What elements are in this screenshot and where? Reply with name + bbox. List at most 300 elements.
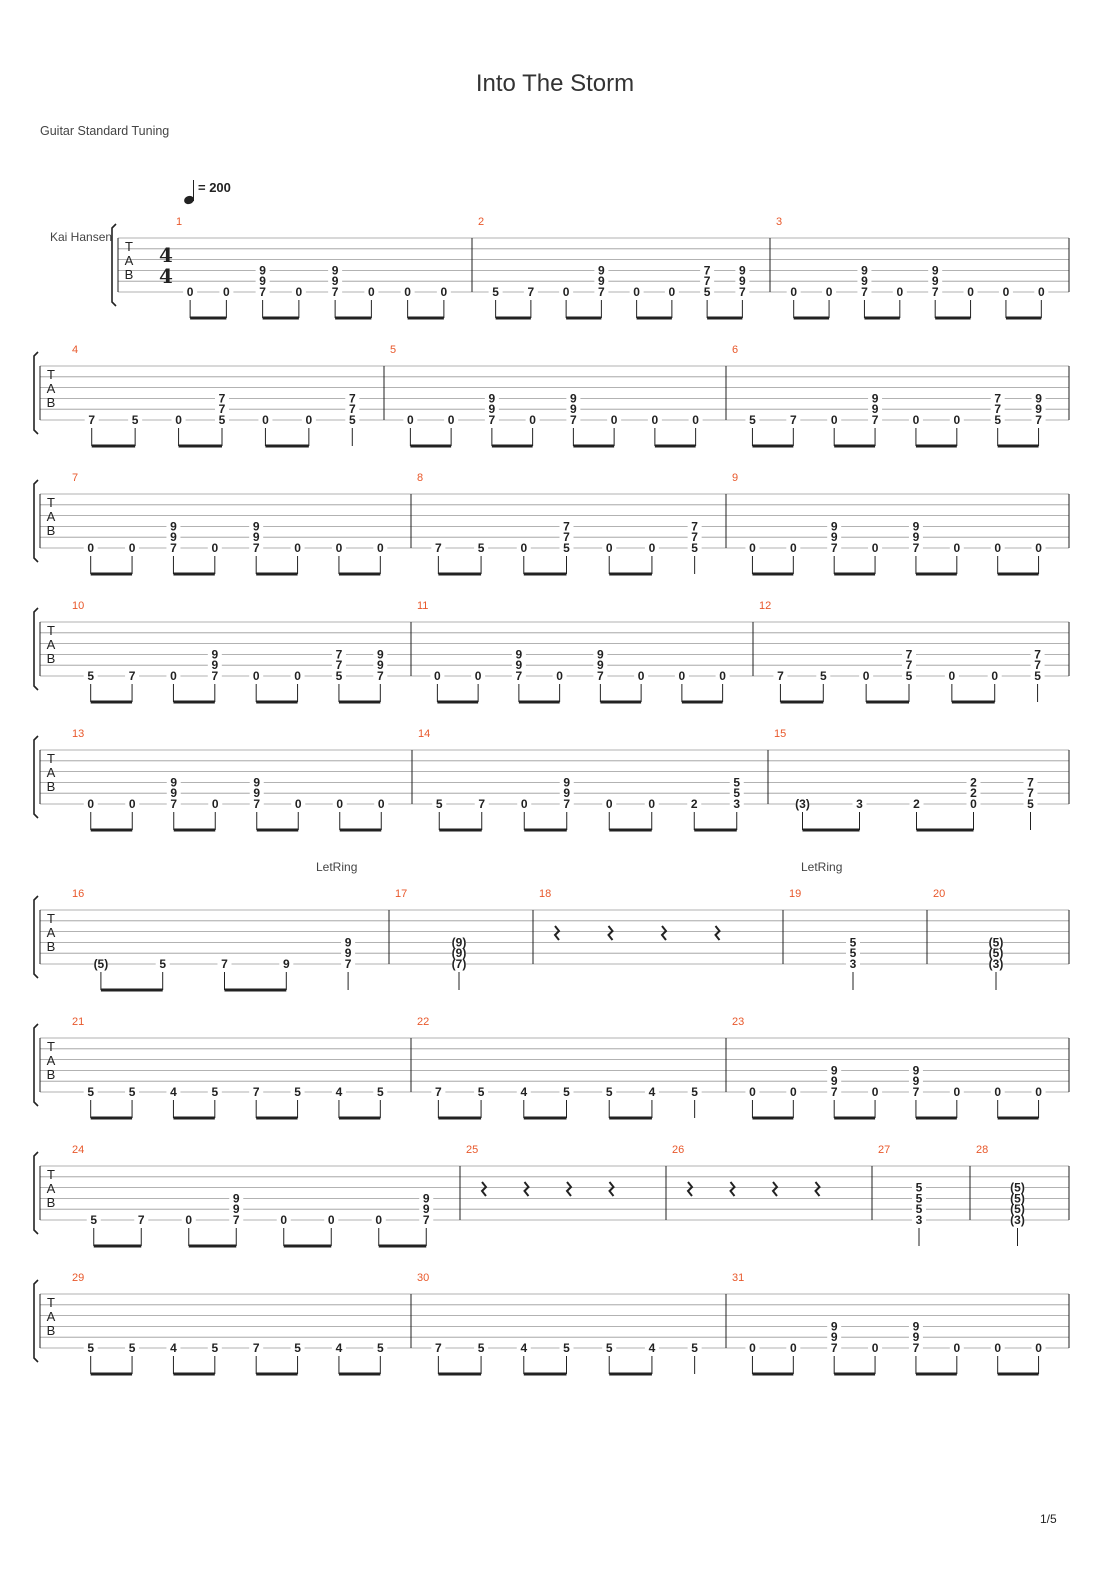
- fret-number: 9: [570, 391, 577, 406]
- fret-number: 5: [477, 1085, 485, 1099]
- fret-number: 9: [488, 391, 496, 406]
- fret-number: 9: [259, 274, 266, 289]
- fret-number: 2: [970, 775, 977, 790]
- fret-number: 9: [259, 263, 266, 278]
- fret-number: 7: [830, 1341, 838, 1355]
- fret-number: 7: [170, 797, 178, 811]
- tab-clef-letter: A: [46, 509, 56, 524]
- fret-number: 5: [131, 413, 139, 427]
- fret-number: 9: [331, 263, 339, 278]
- fret-number: 5: [159, 957, 167, 971]
- fret-number: 9: [515, 658, 523, 673]
- quarter-rest-icon: [525, 1182, 529, 1196]
- quarter-rest-icon: [482, 1182, 486, 1196]
- fret-number: 9: [912, 519, 920, 534]
- fret-number: 0: [678, 669, 686, 683]
- fret-number: 7: [830, 1085, 838, 1099]
- fret-number: 0: [404, 285, 411, 299]
- measure-number: 22: [417, 1016, 430, 1028]
- fret-number: 9: [739, 263, 746, 278]
- fret-number: 7: [348, 391, 356, 406]
- measure-number: 25: [466, 1144, 479, 1156]
- fret-number: 0: [1035, 541, 1042, 555]
- tab-system: [112, 224, 1069, 318]
- fret-number: 0: [185, 1213, 193, 1227]
- fret-number: 9: [871, 391, 879, 406]
- fret-number: 9: [170, 530, 177, 545]
- fret-number: 7: [488, 413, 496, 427]
- fret-number: 7: [563, 797, 571, 811]
- fret-number: 9: [563, 786, 571, 801]
- fret-number: 7: [912, 1085, 920, 1099]
- fret-number: 9: [598, 263, 605, 278]
- fret-number: 9: [252, 530, 260, 545]
- fret-number: 7: [1034, 647, 1041, 662]
- fret-number: 0: [651, 413, 659, 427]
- fret-number: 0: [375, 1213, 383, 1227]
- fret-number: 0: [407, 413, 414, 427]
- fret-number: 0: [871, 1341, 879, 1355]
- tab-clef-letter: A: [46, 765, 56, 780]
- fret-number: 7: [435, 1085, 442, 1099]
- fret-number: 5: [749, 413, 756, 427]
- system-bracket: [34, 1280, 38, 1362]
- measure-number: 23: [732, 1016, 745, 1028]
- fret-number: 7: [344, 957, 352, 971]
- fret-number: 4: [170, 1085, 177, 1099]
- measure-number: 2: [478, 216, 485, 228]
- tab-clef-letter: T: [47, 1167, 55, 1182]
- fret-number: 9: [739, 274, 746, 289]
- measure-number: 4: [72, 344, 79, 356]
- fret-number: 5: [335, 669, 343, 683]
- fret-number: 9: [253, 775, 261, 790]
- tab-clef-letter: A: [124, 253, 134, 268]
- fret-number: 7: [1034, 658, 1041, 673]
- fret-number: 5: [128, 1341, 136, 1355]
- fret-number: 5: [1027, 797, 1034, 811]
- fret-number: 7: [1027, 786, 1034, 801]
- fret-number: 7: [691, 519, 698, 534]
- fret-number: 5: [733, 786, 741, 801]
- fret-number: 0: [610, 413, 618, 427]
- fret-number: 0: [692, 413, 699, 427]
- fret-number: (5): [1010, 1180, 1025, 1195]
- fret-number: 0: [211, 797, 219, 811]
- fret-number: 0: [87, 797, 95, 811]
- fret-number: 9: [331, 274, 339, 289]
- fret-number: 7: [871, 413, 879, 427]
- fret-number: 7: [994, 391, 1002, 406]
- fret-number: 0: [991, 669, 999, 683]
- tab-clef-letter: B: [46, 395, 56, 410]
- measure-number: 31: [732, 1272, 745, 1284]
- tuning-label: Guitar Standard Tuning: [40, 124, 170, 138]
- measure-number: 12: [759, 600, 772, 612]
- fret-number: 7: [252, 1085, 260, 1099]
- fret-number: 9: [830, 1063, 838, 1078]
- fret-number: 0: [294, 797, 302, 811]
- fret-number: 5: [294, 1085, 301, 1099]
- measure-number: 6: [732, 344, 739, 356]
- system-bracket: [34, 1024, 38, 1106]
- fret-number: 7: [597, 669, 604, 683]
- fret-number: 9: [563, 775, 571, 790]
- fret-number: 7: [478, 797, 486, 811]
- fret-number: 9: [1035, 391, 1042, 406]
- measure-number: 5: [390, 344, 397, 356]
- fret-number: 9: [282, 957, 290, 971]
- fret-number: 0: [368, 285, 375, 299]
- fret-number: 7: [563, 519, 570, 534]
- tab-clef-letter: B: [46, 779, 56, 794]
- fret-number: 0: [994, 1341, 1002, 1355]
- fret-number: 5: [477, 541, 485, 555]
- fret-number: 0: [1002, 285, 1010, 299]
- fret-number: 0: [789, 541, 797, 555]
- fret-number: 0: [948, 669, 956, 683]
- quarter-rest-icon: [662, 926, 666, 940]
- let-ring-annotation: LetRing: [316, 860, 358, 874]
- tab-clef-letter: B: [46, 651, 56, 666]
- fret-number: 0: [128, 797, 136, 811]
- fret-number: 9: [232, 1191, 240, 1206]
- fret-number: 7: [259, 285, 266, 299]
- fret-number: 0: [953, 1085, 961, 1099]
- measure-number: 10: [72, 600, 85, 612]
- fret-number: 7: [515, 669, 523, 683]
- fret-number: 9: [1035, 402, 1042, 417]
- fret-number: 9: [211, 647, 219, 662]
- fret-number: 0: [871, 541, 879, 555]
- fret-number: 9: [211, 658, 219, 673]
- fret-number: 3: [733, 797, 741, 811]
- tab-system: [34, 352, 1069, 446]
- fret-number: 7: [861, 285, 868, 299]
- fret-number: 9: [252, 519, 260, 534]
- fret-number: 7: [1035, 413, 1042, 427]
- fret-number: 5: [87, 1085, 95, 1099]
- tab-clef-letter: T: [47, 1295, 55, 1310]
- fret-number: 9: [912, 1319, 920, 1334]
- fret-number: 5: [994, 413, 1002, 427]
- fret-number: 5: [435, 797, 443, 811]
- fret-number: 5: [915, 1180, 923, 1195]
- fret-number: 9: [422, 1202, 430, 1217]
- fret-number: 5: [819, 669, 827, 683]
- fret-number: 9: [253, 786, 261, 801]
- fret-number: 0: [790, 285, 798, 299]
- fret-number: 7: [335, 647, 343, 662]
- fret-number: 7: [703, 263, 711, 278]
- fret-number: 9: [170, 775, 178, 790]
- tab-clef-letter: B: [46, 1195, 56, 1210]
- time-signature-top: 4: [159, 243, 173, 267]
- fret-number: 9: [912, 530, 920, 545]
- fret-number: 9: [488, 402, 496, 417]
- fret-number: 7: [563, 530, 570, 545]
- fret-number: 9: [931, 263, 939, 278]
- tab-clef-letter: B: [46, 523, 56, 538]
- fret-number: 0: [1037, 285, 1045, 299]
- fret-number: 9: [170, 786, 178, 801]
- fret-number: 0: [294, 541, 301, 555]
- fret-number: 5: [477, 1341, 485, 1355]
- fret-number: 9: [570, 402, 577, 417]
- page-number: 1/5: [1040, 1512, 1057, 1526]
- fret-number: 9: [344, 935, 352, 950]
- fret-number: 0: [967, 285, 974, 299]
- fret-number: 0: [377, 797, 385, 811]
- fret-number: 3: [849, 957, 857, 971]
- fret-number: 0: [327, 1213, 335, 1227]
- fret-number: 9: [830, 1330, 838, 1345]
- fret-number: 5: [211, 1341, 219, 1355]
- fret-number: 0: [474, 669, 482, 683]
- quarter-rest-icon: [555, 926, 559, 940]
- fret-number: 0: [953, 413, 961, 427]
- fret-number: 5: [563, 1085, 570, 1099]
- fret-number: 9: [515, 647, 523, 662]
- fret-number: 5: [90, 1213, 98, 1227]
- fret-number: 0: [719, 669, 726, 683]
- tab-system: [34, 1152, 1069, 1246]
- tab-clef-letter: A: [46, 1053, 56, 1068]
- tab-clef-letter: T: [47, 367, 55, 382]
- fret-number: (9): [451, 935, 467, 950]
- quarter-rest-icon: [567, 1182, 571, 1196]
- tab-clef-letter: A: [46, 381, 56, 396]
- tab-clef-letter: B: [46, 939, 56, 954]
- measure-number: 13: [72, 728, 85, 740]
- fret-number: 7: [218, 391, 226, 406]
- fret-number: 0: [294, 669, 301, 683]
- fret-number: 0: [556, 669, 563, 683]
- fret-number: 9: [931, 274, 939, 289]
- tab-clef-letter: T: [47, 911, 55, 926]
- fret-number: 9: [598, 274, 605, 289]
- fret-number: 5: [563, 1341, 570, 1355]
- fret-number: (3): [988, 957, 1004, 971]
- tab-clef-letter: T: [47, 1039, 55, 1054]
- fret-number: 0: [211, 541, 219, 555]
- fret-number: (5): [93, 957, 109, 971]
- measure-number: 17: [395, 888, 408, 900]
- system-bracket: [34, 1152, 38, 1234]
- fret-number: 5: [691, 541, 698, 555]
- fret-number: 7: [422, 1213, 430, 1227]
- fret-number: (5): [1010, 1202, 1025, 1217]
- fret-number: 0: [529, 413, 536, 427]
- fret-number: 3: [915, 1213, 923, 1227]
- measure-number: 19: [789, 888, 802, 900]
- fret-number: 0: [175, 413, 182, 427]
- fret-number: 5: [87, 669, 95, 683]
- fret-number: (3): [795, 797, 810, 811]
- fret-number: 7: [331, 285, 339, 299]
- fret-number: 9: [422, 1191, 430, 1206]
- measure-number: 26: [672, 1144, 685, 1156]
- fret-number: (5): [988, 946, 1004, 961]
- system-bracket: [34, 736, 38, 818]
- tab-clef-letter: T: [47, 495, 55, 510]
- measure-number: 29: [72, 1272, 85, 1284]
- fret-number: 5: [703, 285, 711, 299]
- measure-number: 9: [732, 472, 739, 484]
- fret-number: 5: [128, 1085, 136, 1099]
- quarter-rest-icon: [716, 926, 720, 940]
- fret-number: 5: [376, 1341, 384, 1355]
- fret-number: 4: [520, 1085, 528, 1099]
- fret-number: 0: [830, 413, 838, 427]
- fret-number: 5: [492, 285, 499, 299]
- fret-number: (9): [451, 946, 467, 961]
- fret-number: 0: [970, 797, 977, 811]
- fret-number: 0: [447, 413, 455, 427]
- tab-clef-letter: T: [47, 751, 55, 766]
- fret-number: 4: [170, 1341, 177, 1355]
- fret-number: 0: [262, 413, 269, 427]
- fret-number: 5: [87, 1341, 95, 1355]
- system-bracket: [34, 896, 38, 978]
- fret-number: 5: [1034, 669, 1041, 683]
- fret-number: 0: [994, 1085, 1002, 1099]
- measure-number: 7: [72, 472, 79, 484]
- fret-number: 5: [905, 669, 913, 683]
- measure-number: 16: [72, 888, 85, 900]
- quarter-rest-icon: [731, 1182, 735, 1196]
- fret-number: 9: [871, 402, 879, 417]
- fret-number: 5: [563, 541, 570, 555]
- fret-number: 0: [170, 669, 177, 683]
- fret-number: 0: [637, 669, 645, 683]
- fret-number: 7: [994, 402, 1002, 417]
- fret-number: 9: [597, 658, 604, 673]
- fret-number: 5: [294, 1341, 301, 1355]
- fret-number: 7: [703, 274, 711, 289]
- fret-number: 0: [633, 285, 640, 299]
- tempo-value: = 200: [198, 180, 231, 195]
- fret-number: 9: [861, 263, 868, 278]
- measure-number: 14: [418, 728, 431, 740]
- measure-number: 24: [72, 1144, 85, 1156]
- fret-number: 3: [856, 797, 863, 811]
- fret-number: 0: [186, 285, 194, 299]
- fret-number: 0: [862, 669, 870, 683]
- fret-number: 5: [915, 1202, 923, 1217]
- tab-clef-letter: A: [46, 1181, 56, 1196]
- tab-clef-letter: A: [46, 1309, 56, 1324]
- fret-number: 4: [335, 1341, 343, 1355]
- fret-number: 5: [691, 1341, 698, 1355]
- time-signature-bottom: 4: [159, 264, 173, 288]
- fret-number: 0: [994, 541, 1002, 555]
- fret-number: 0: [749, 541, 756, 555]
- tab-clef-letter: B: [46, 1067, 56, 1082]
- fret-number: 4: [648, 1341, 656, 1355]
- fret-number: 7: [128, 669, 136, 683]
- fret-number: 9: [376, 647, 384, 662]
- fret-number: 0: [336, 797, 344, 811]
- fret-number: 9: [830, 1319, 838, 1334]
- fret-number: 7: [88, 413, 96, 427]
- fret-number: 0: [648, 541, 656, 555]
- fret-number: 0: [1035, 1085, 1042, 1099]
- fret-number: 7: [905, 658, 913, 673]
- fret-number: 9: [912, 1330, 920, 1345]
- fret-number: 0: [871, 1085, 879, 1099]
- fret-number: 2: [913, 797, 920, 811]
- measure-number: 28: [976, 1144, 989, 1156]
- tab-system: [34, 608, 1069, 702]
- tab-clef-letter: A: [46, 925, 56, 940]
- fret-number: 0: [648, 797, 656, 811]
- fret-number: 7: [1027, 775, 1034, 790]
- measure-number: 1: [176, 216, 183, 228]
- fret-number: 0: [376, 541, 384, 555]
- quarter-rest-icon: [609, 926, 613, 940]
- fret-number: 7: [218, 402, 226, 417]
- fret-number: 7: [253, 797, 261, 811]
- quarter-rest-icon: [816, 1182, 820, 1196]
- fret-number: 0: [128, 541, 136, 555]
- fret-number: (5): [988, 935, 1004, 950]
- fret-number: 9: [830, 1074, 838, 1089]
- measure-number: 3: [776, 216, 783, 228]
- fret-number: 7: [376, 669, 384, 683]
- fret-number: 0: [223, 285, 230, 299]
- fret-number: 0: [749, 1085, 756, 1099]
- fret-number: 0: [305, 413, 313, 427]
- fret-number: 0: [953, 1341, 961, 1355]
- fret-number: 0: [605, 797, 613, 811]
- fret-number: 5: [211, 1085, 219, 1099]
- fret-number: 5: [605, 1085, 613, 1099]
- measure-number: 18: [539, 888, 552, 900]
- fret-number: 0: [912, 413, 920, 427]
- tab-clef-letter: A: [46, 637, 56, 652]
- fret-number: 0: [280, 1213, 288, 1227]
- fret-number: 7: [348, 402, 356, 417]
- fret-number: 7: [912, 1341, 920, 1355]
- tab-clef-letter: T: [47, 623, 55, 638]
- fret-number: 9: [597, 647, 604, 662]
- fret-number: 2: [690, 797, 698, 811]
- measure-number: 11: [417, 600, 429, 612]
- fret-number: 0: [440, 285, 448, 299]
- fret-number: 7: [170, 541, 177, 555]
- fret-number: 7: [435, 541, 442, 555]
- fret-number: 7: [931, 285, 939, 299]
- fret-number: 4: [648, 1085, 656, 1099]
- measure-number: 15: [774, 728, 787, 740]
- fret-number: 4: [520, 1341, 528, 1355]
- fret-number: 7: [830, 541, 838, 555]
- fret-number: 7: [739, 285, 746, 299]
- fret-number: (5): [1010, 1191, 1025, 1206]
- fret-number: 0: [789, 1341, 797, 1355]
- system-bracket: [34, 480, 38, 562]
- tab-clef-letter: B: [46, 1323, 56, 1338]
- fret-number: 9: [861, 274, 868, 289]
- fret-number: 0: [825, 285, 833, 299]
- score-title: Into The Storm: [475, 70, 635, 97]
- fret-number: 5: [915, 1191, 923, 1206]
- fret-number: 5: [348, 413, 356, 427]
- fret-number: 0: [789, 1085, 797, 1099]
- fret-number: 2: [970, 786, 977, 801]
- fret-number: 9: [170, 519, 177, 534]
